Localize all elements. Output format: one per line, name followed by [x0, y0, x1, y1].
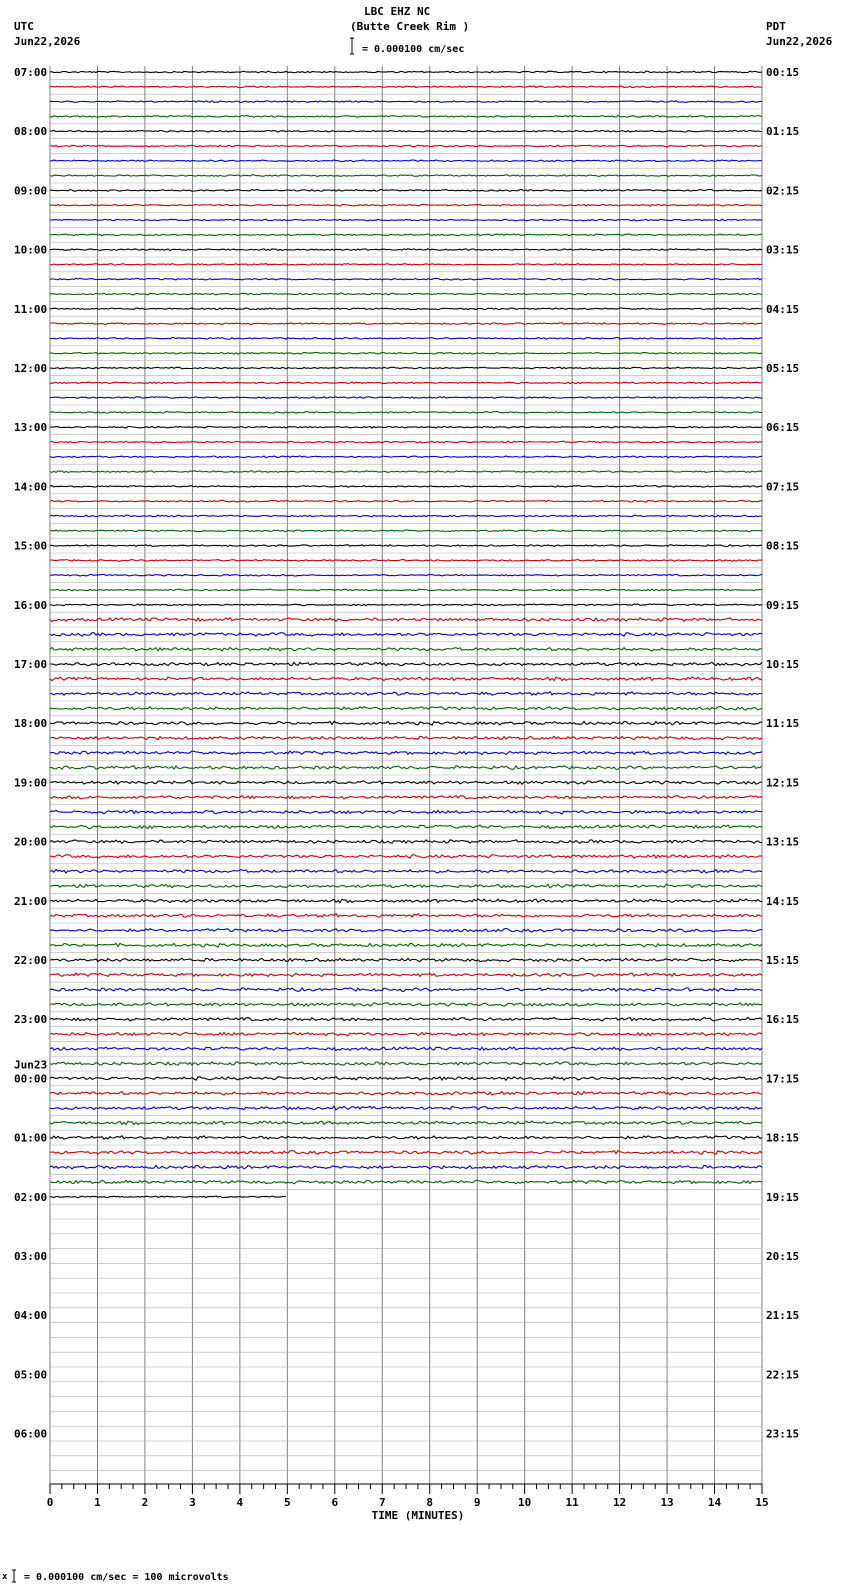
pdt-hour-label: 17:15 [766, 1072, 800, 1086]
seismic-trace [50, 471, 762, 473]
x-tick-label: 1 [94, 1496, 101, 1509]
pdt-hour-label: 22:15 [766, 1368, 800, 1382]
seismic-trace [50, 1196, 286, 1198]
seismic-trace [50, 190, 762, 192]
seismic-trace [50, 633, 762, 636]
footer-marker: x [2, 1572, 8, 1582]
utc-hour-label: 18:00 [14, 717, 48, 731]
seismic-trace [50, 988, 762, 992]
utc-hour-label: 23:00 [14, 1013, 48, 1027]
pdt-hour-label: 00:15 [766, 66, 800, 79]
pdt-hour-label: 03:15 [766, 243, 800, 257]
seismic-trace [50, 1165, 762, 1169]
seismic-trace [50, 441, 762, 443]
seismic-trace [50, 1047, 762, 1051]
seismic-trace [50, 293, 762, 295]
station-title: LBC EHZ NC [364, 5, 431, 18]
utc-hour-label: 13:00 [14, 421, 48, 435]
utc-hour-label: 10:00 [14, 243, 48, 257]
seismic-trace [50, 1092, 762, 1096]
utc-hour-label: 08:00 [14, 125, 48, 139]
utc-hour-label: 11:00 [14, 302, 48, 316]
seismic-trace [50, 426, 762, 428]
x-tick-label: 2 [141, 1496, 149, 1509]
x-tick-label: 4 [236, 1496, 244, 1509]
utc-hour-label: 19:00 [14, 776, 48, 790]
seismic-trace [50, 412, 762, 414]
pdt-hour-label: 09:15 [766, 598, 800, 612]
seismic-trace [50, 145, 762, 147]
seismic-trace [50, 574, 762, 576]
seismic-trace [50, 308, 762, 310]
seismic-trace [50, 766, 762, 770]
x-tick-label: 0 [46, 1496, 54, 1509]
seismic-trace [50, 486, 762, 488]
seismic-trace [50, 692, 762, 696]
seismic-trace [50, 560, 762, 562]
utc-hour-label: 12:00 [14, 362, 48, 375]
pdt-hour-label: 04:15 [766, 302, 800, 316]
pdt-hour-label: 07:15 [766, 480, 800, 494]
x-tick-label: 13 [660, 1496, 674, 1509]
seismic-trace [50, 204, 762, 206]
seismic-trace [50, 1018, 762, 1022]
seismic-trace [50, 397, 762, 399]
pdt-hour-label: 23:15 [766, 1427, 800, 1441]
seismic-trace [50, 264, 762, 266]
seismic-trace [50, 71, 762, 73]
seismic-trace [50, 530, 762, 532]
seismic-trace [50, 662, 762, 666]
utc-hour-label: 22:00 [14, 954, 48, 967]
seismic-trace [50, 367, 762, 369]
seismic-trace [50, 721, 762, 725]
pdt-hour-label: 11:15 [766, 717, 800, 731]
seismic-trace [50, 796, 762, 799]
x-tick-label: 14 [707, 1496, 722, 1509]
pdt-hour-label: 14:15 [766, 894, 800, 908]
utc-hour-label: 01:00 [14, 1131, 48, 1145]
utc-hour-label: 02:00 [14, 1190, 48, 1204]
pdt-hour-label: 20:15 [766, 1250, 800, 1263]
seismic-trace [50, 545, 762, 547]
seismic-trace [50, 515, 762, 517]
seismic-trace [50, 869, 762, 873]
seismic-trace [50, 160, 762, 162]
seismic-trace [50, 677, 762, 681]
seismic-trace [50, 1077, 762, 1081]
utc-hour-label: 05:00 [14, 1368, 48, 1382]
utc-hour-label: 15:00 [14, 539, 48, 553]
pdt-hour-label: 06:15 [766, 421, 800, 435]
x-tick-label: 10 [518, 1496, 532, 1509]
seismic-trace [50, 914, 762, 917]
seismic-trace [50, 751, 762, 755]
seismic-trace [50, 338, 762, 340]
seismic-trace [50, 736, 762, 740]
seismic-trace [50, 929, 762, 933]
seismic-trace [50, 958, 762, 962]
x-tick-label: 11 [565, 1496, 579, 1509]
utc-label: UTC [14, 20, 34, 33]
seismic-trace [50, 899, 762, 903]
seismic-trace [50, 323, 762, 325]
pdt-hour-label: 08:15 [766, 539, 800, 553]
seismic-trace [50, 1032, 762, 1036]
pdt-hour-label: 12:15 [766, 776, 800, 790]
utc-hour-label: 16:00 [14, 598, 48, 612]
x-axis-title: TIME (MINUTES) [371, 1509, 465, 1522]
utc-hour-label: 14:00 [14, 480, 48, 494]
seismic-trace [50, 1062, 762, 1066]
seismic-trace [50, 604, 762, 606]
seismic-trace [50, 500, 762, 502]
seismic-trace [50, 116, 762, 118]
seismic-trace [50, 1180, 762, 1184]
pdt-hour-label: 05:15 [766, 362, 800, 375]
pdt-hour-label: 13:15 [766, 835, 800, 849]
seismic-trace [50, 647, 762, 651]
seismic-trace [50, 884, 762, 888]
seismic-trace [50, 249, 762, 251]
pdt-label: PDT [766, 20, 786, 33]
utc-hour-label: 09:00 [14, 184, 48, 198]
seismic-trace [50, 1106, 762, 1110]
x-tick-label: 12 [612, 1496, 627, 1509]
utc-hour-label: 07:00 [14, 66, 48, 79]
seismic-trace [50, 825, 762, 829]
seismic-trace [50, 973, 762, 977]
pdt-hour-label: 21:15 [766, 1309, 800, 1323]
footer-scale-note: = 0.000100 cm/sec = 100 microvolts [24, 1572, 229, 1583]
time-axis [47, 1484, 769, 1522]
utc-hour-label: 17:00 [14, 658, 48, 671]
x-tick-label: 6 [331, 1496, 339, 1509]
utc-date: Jun22,2026 [14, 35, 81, 48]
pdt-hour-label: 01:15 [766, 125, 800, 139]
pdt-hour-label: 19:15 [766, 1190, 800, 1204]
seismic-trace [50, 1003, 762, 1006]
seismic-trace [50, 175, 762, 177]
pdt-hour-label: 18:15 [766, 1131, 800, 1145]
pdt-hour-label: 16:15 [766, 1013, 800, 1027]
seismic-trace [50, 130, 762, 132]
seismic-trace [50, 219, 762, 221]
site-title: (Butte Creek Rim ) [350, 20, 470, 33]
pdt-hour-label: 15:15 [766, 954, 800, 967]
seismic-trace [50, 618, 762, 622]
seismic-trace [50, 855, 762, 859]
pdt-hour-label: 02:15 [766, 184, 800, 198]
pdt-hour-label: 10:15 [766, 658, 800, 671]
scale-label: = 0.000100 cm/sec [362, 44, 465, 55]
seismic-trace [50, 810, 762, 814]
utc-hour-label: 20:00 [14, 835, 48, 849]
utc-hour-label: 04:00 [14, 1309, 48, 1323]
date-change-label: Jun23 [14, 1058, 48, 1072]
seismic-trace [50, 352, 762, 354]
x-tick-label: 8 [426, 1496, 434, 1509]
seismic-trace [50, 1121, 762, 1125]
seismic-trace [50, 456, 762, 458]
seismic-trace [50, 382, 762, 384]
seismic-trace [50, 234, 762, 236]
pdt-date: Jun22,2026 [766, 35, 833, 48]
x-tick-label: 9 [473, 1496, 481, 1509]
seismic-traces [50, 71, 762, 1198]
utc-hour-label: 06:00 [14, 1427, 48, 1441]
x-tick-label: 7 [378, 1496, 386, 1509]
seismic-trace [50, 781, 762, 785]
seismic-trace [50, 840, 762, 844]
seismic-trace [50, 589, 762, 591]
seismic-trace [50, 1151, 762, 1155]
utc-hour-label: 03:00 [14, 1250, 48, 1263]
seismic-trace [50, 1136, 762, 1139]
seismic-trace [50, 278, 762, 280]
x-tick-label: 5 [284, 1496, 291, 1509]
seismic-trace [50, 707, 762, 711]
x-tick-label: 15 [755, 1496, 769, 1509]
utc-hour-label: 00:00 [14, 1072, 48, 1086]
scale-bar-icons [12, 38, 354, 1582]
seismic-trace [50, 101, 762, 103]
seismic-trace [50, 943, 762, 947]
seismic-trace [50, 86, 762, 88]
utc-hour-label: 21:00 [14, 894, 48, 908]
x-tick-label: 3 [189, 1496, 196, 1509]
